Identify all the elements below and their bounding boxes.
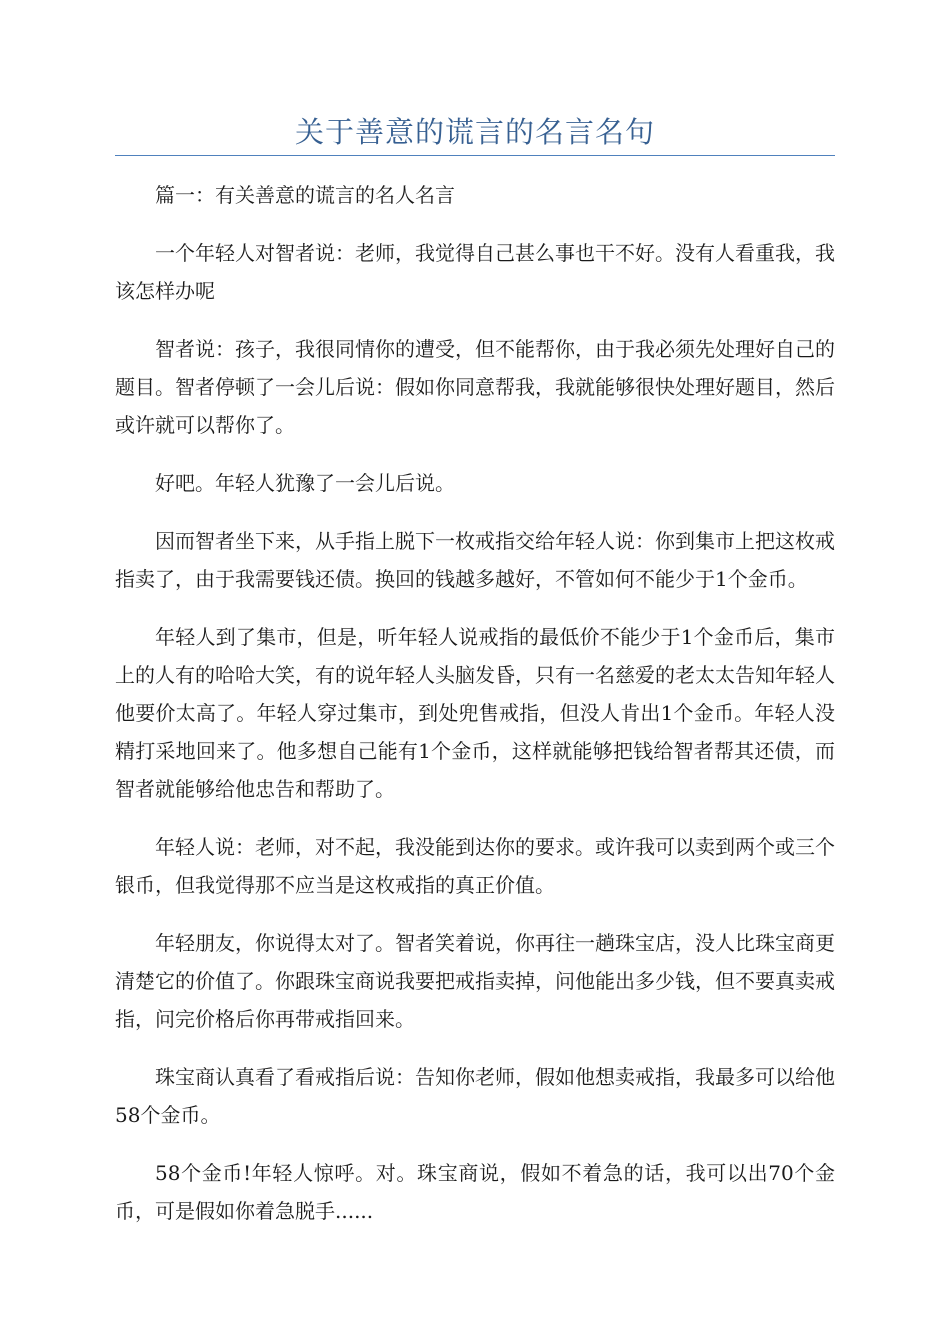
paragraph-7: 年轻人说：老师，对不起，我没能到达你的要求。或许我可以卖到两个或三个银币，但我觉得那不应当是这枚戒指的真正价值。: [115, 835, 835, 897]
paragraph-6: 年轻人到了集市，但是，听年轻人说戒指的最低价不能少于1个金币后，集市上的人有的哈哈大笑，有的说年轻人头脑发昏，只有一名慈爱的老太太告知年轻人他要价太高了。年轻人穿过集市，到处兜售戒指，但没人肯出1个金币。年轻人没精打采地回来了。他多想自己能有1个金币，这样就能够把钱给智者帮其还债，而智者就能够给他忠告和帮助了。: [115, 625, 835, 801]
paragraph-2: 一个年轻人对智者说：老师，我觉得自己甚么事也干不好。没有人看重我，我该怎样办呢: [115, 241, 835, 303]
paragraph-10: 58个金币!年轻人惊呼。对。珠宝商说，假如不着急的话，我可以出70个金币，可是假如你着急脱手......: [115, 1161, 835, 1223]
paragraph-5: 因而智者坐下来，从手指上脱下一枚戒指交给年轻人说：你到集市上把这枚戒指卖了，由于我需要钱还债。换回的钱越多越好，不管如何不能少于1个金币。: [115, 529, 835, 591]
paragraph-8: 年轻朋友，你说得太对了。智者笑着说，你再往一趟珠宝店，没人比珠宝商更清楚它的价值了。你跟珠宝商说我要把戒指卖掉，问他能出多少钱，但不要真卖戒指，问完价格后你再带戒指回来。: [115, 931, 835, 1031]
paragraph-9: 珠宝商认真看了看戒指后说：告知你老师，假如他想卖戒指，我最多可以给他58个金币。: [115, 1065, 835, 1127]
paragraph-4: 好吧。年轻人犹豫了一会儿后说。: [155, 471, 455, 495]
title-underline: [115, 155, 835, 156]
document-body: [115, 176, 835, 1250]
document-title: 关于善意的谎言的名言名句: [294, 115, 655, 149]
paragraph-1: 篇一：有关善意的谎言的名人名言: [155, 183, 455, 207]
paragraph-3: 智者说：孩子，我很同情你的遭受，但不能帮你，由于我必须先处理好自己的题目。智者停顿了一会儿后说：假如你同意帮我，我就能够很快处理好题目，然后或许就可以帮你了。: [115, 337, 835, 437]
